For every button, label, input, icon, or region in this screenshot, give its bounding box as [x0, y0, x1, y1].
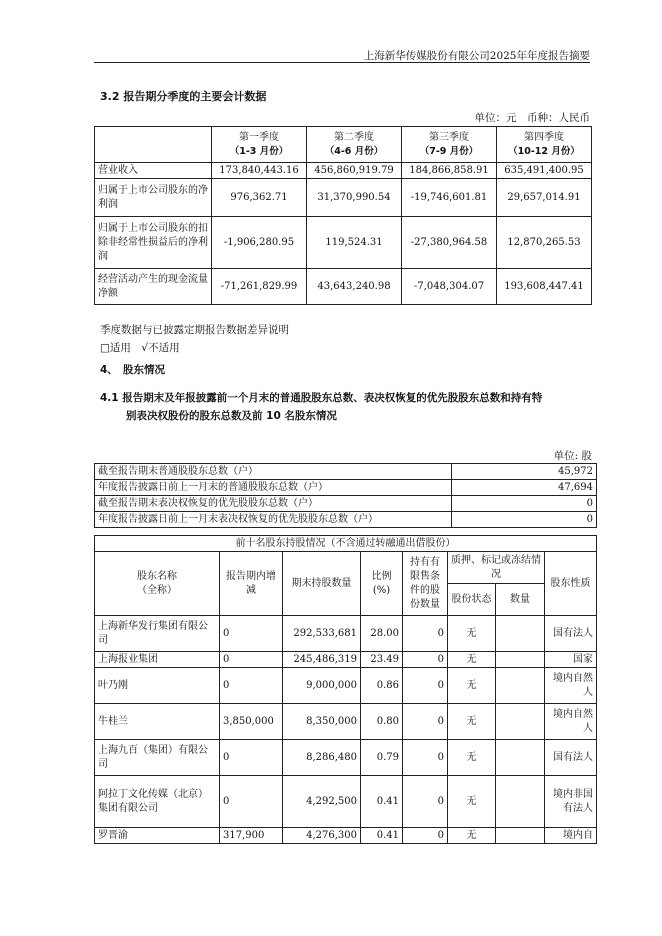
col-header-status: 股份状态	[448, 584, 496, 616]
shareholder-name: 牛桂兰	[95, 704, 220, 740]
table-cell: -7,048,304.07	[402, 269, 497, 305]
table-row	[95, 496, 597, 512]
row-label: 经营活动产生的现金流量净额	[95, 269, 212, 305]
col-header-pledge: 质押、标记或冻结情况	[448, 552, 545, 584]
shareholder-nature: 国家	[545, 652, 597, 668]
section-4-1-title-line1: 4.1 报告期末及年报披露前一个月末的普通股股东总数、表决权恢复的优先股股东总数和持有特	[100, 392, 543, 404]
shareholder-ratio: 0.86	[361, 668, 403, 704]
shareholder-held: 8,350,000	[283, 704, 361, 740]
table-row	[95, 828, 597, 844]
shareholder-summary-table	[94, 463, 597, 528]
shareholder-status: 无	[448, 668, 496, 704]
shareholder-change: 0	[220, 668, 283, 704]
shareholder-nature: 境内自然人	[545, 668, 597, 704]
table-row	[95, 652, 597, 668]
col-header-change: 报告期内增减	[220, 552, 283, 616]
shareholder-change: 0	[220, 776, 283, 828]
top10-caption-row	[95, 536, 597, 552]
table-row	[95, 163, 592, 179]
shareholder-nature: 国有法人	[545, 616, 597, 652]
shareholder-restricted: 0	[403, 652, 448, 668]
diff-note: 季度数据与已披露定期报告数据差异说明	[100, 324, 289, 336]
row-label: 归属于上市公司股东的扣除非经常性损益后的净利润	[95, 217, 212, 269]
table-cell: 184,866,858.91	[402, 163, 497, 179]
table-row	[95, 668, 597, 704]
shareholder-nature: 境内非国有法人	[545, 776, 597, 828]
summary-value: 0	[452, 496, 597, 512]
section-4-1-title-line2: 别表决权股份的股东总数及前 10 名股东情况	[126, 410, 337, 422]
shareholder-nature: 境内自然人	[545, 704, 597, 740]
shareholder-qty	[496, 652, 545, 668]
shareholder-ratio: 0.41	[361, 776, 403, 828]
table-row	[95, 776, 597, 828]
table-cell: 456,860,919.79	[307, 163, 402, 179]
table-cell: -27,380,964.58	[402, 217, 497, 269]
summary-value: 0	[452, 512, 597, 528]
quarter-header: 第一季度 （1-3 月份）	[212, 127, 307, 163]
shareholder-qty	[496, 668, 545, 704]
shareholder-status: 无	[448, 740, 496, 776]
shareholder-change: 0	[220, 616, 283, 652]
shareholder-restricted: 0	[403, 616, 448, 652]
summary-value: 45,972	[452, 464, 597, 480]
table-cell: 29,657,014.91	[497, 179, 592, 217]
table-row	[95, 480, 597, 496]
table-row	[95, 616, 597, 652]
shareholder-qty	[496, 704, 545, 740]
table-row	[95, 512, 597, 528]
shareholder-qty	[496, 616, 545, 652]
table-cell: -19,746,601.81	[402, 179, 497, 217]
table-row	[95, 704, 597, 740]
shareholder-status: 无	[448, 616, 496, 652]
shareholder-change: 0	[220, 740, 283, 776]
section-4-title: 4、 股东情况	[100, 364, 166, 376]
table-cell: 119,524.31	[307, 217, 402, 269]
quarterly-header-blank	[95, 127, 212, 163]
col-header-name: 股东名称 （全称）	[95, 552, 220, 616]
table-row	[95, 217, 592, 269]
shareholder-nature: 境内自	[545, 828, 597, 844]
header-rule	[94, 62, 590, 63]
table-cell: 635,491,400.95	[497, 163, 592, 179]
shareholder-name: 上海新华发行集团有限公司	[95, 616, 220, 652]
col-header-restricted: 持有有限售条件的股份数量	[403, 552, 448, 616]
table-cell: 31,370,990.54	[307, 179, 402, 217]
shareholder-name: 叶乃刚	[95, 668, 220, 704]
summary-value: 47,694	[452, 480, 597, 496]
table-row	[95, 269, 592, 305]
unit-label-quarterly: 单位：元 币种：人民币	[474, 112, 590, 124]
quarter-header: 第四季度 （10-12 月份）	[497, 127, 592, 163]
shareholder-held: 4,292,500	[283, 776, 361, 828]
section-3-2-title: 3.2 报告期分季度的主要会计数据	[100, 90, 267, 103]
shareholder-qty	[496, 828, 545, 844]
shareholder-qty	[496, 740, 545, 776]
shareholder-status: 无	[448, 704, 496, 740]
shareholder-name: 上海报业集团	[95, 652, 220, 668]
shareholder-change: 317,900	[220, 828, 283, 844]
shareholder-name: 上海九百（集团）有限公司	[95, 740, 220, 776]
table-cell: 976,362.71	[212, 179, 307, 217]
shareholder-ratio: 28.00	[361, 616, 403, 652]
page-header: 上海新华传媒股份有限公司2025年年度报告摘要	[363, 50, 590, 62]
shareholder-status: 无	[448, 776, 496, 828]
shareholder-status: 无	[448, 828, 496, 844]
col-header-held: 期末持股数量	[283, 552, 361, 616]
quarterly-header-row	[95, 127, 592, 163]
applicability-options: □适用 √不适用	[100, 342, 180, 354]
table-cell: 193,608,447.41	[497, 269, 592, 305]
shareholder-name: 阿拉丁文化传媒（北京）集团有限公司	[95, 776, 220, 828]
shareholder-held: 8,286,480	[283, 740, 361, 776]
table-row	[95, 464, 597, 480]
shareholder-restricted: 0	[403, 668, 448, 704]
shareholder-ratio: 0.41	[361, 828, 403, 844]
top10-header-row	[95, 552, 597, 584]
table-cell: -71,261,829.99	[212, 269, 307, 305]
summary-label: 截至报告期末表决权恢复的优先股股东总数（户）	[95, 496, 452, 512]
shareholder-restricted: 0	[403, 740, 448, 776]
top10-caption: 前十名股东持股情况（不含通过转融通出借股份）	[95, 536, 597, 552]
table-row	[95, 179, 592, 217]
shareholder-change: 0	[220, 652, 283, 668]
shareholder-restricted: 0	[403, 704, 448, 740]
table-row	[95, 740, 597, 776]
quarter-header: 第三季度 （7-9 月份）	[402, 127, 497, 163]
table-cell: 173,840,443.16	[212, 163, 307, 179]
summary-label: 年度报告披露日前上一月末表决权恢复的优先股股东总数（户）	[95, 512, 452, 528]
shareholder-ratio: 23.49	[361, 652, 403, 668]
quarter-header: 第二季度 （4-6 月份）	[307, 127, 402, 163]
shareholder-held: 9,000,000	[283, 668, 361, 704]
col-header-qty: 数量	[496, 584, 545, 616]
unit-label-shares: 单位: 股	[553, 450, 592, 462]
col-header-nature: 股东性质	[545, 552, 597, 616]
shareholder-qty	[496, 776, 545, 828]
table-cell: 43,643,240.98	[307, 269, 402, 305]
col-header-ratio: 比例(%)	[361, 552, 403, 616]
shareholder-name: 罗晋渝	[95, 828, 220, 844]
shareholder-held: 4,276,300	[283, 828, 361, 844]
shareholder-ratio: 0.79	[361, 740, 403, 776]
quarterly-table	[94, 126, 592, 305]
summary-label: 截至报告期末普通股股东总数（户）	[95, 464, 452, 480]
shareholder-change: 3,850,000	[220, 704, 283, 740]
table-cell: 12,870,265.53	[497, 217, 592, 269]
shareholder-nature: 国有法人	[545, 740, 597, 776]
top10-shareholders-table	[94, 535, 597, 844]
shareholder-restricted: 0	[403, 828, 448, 844]
shareholder-status: 无	[448, 652, 496, 668]
shareholder-ratio: 0.80	[361, 704, 403, 740]
table-cell: -1,906,280.95	[212, 217, 307, 269]
row-label: 归属于上市公司股东的净利润	[95, 179, 212, 217]
shareholder-held: 245,486,319	[283, 652, 361, 668]
summary-label: 年度报告披露日前上一月末的普通股股东总数（户）	[95, 480, 452, 496]
row-label: 营业收入	[95, 163, 212, 179]
shareholder-restricted: 0	[403, 776, 448, 828]
shareholder-held: 292,533,681	[283, 616, 361, 652]
